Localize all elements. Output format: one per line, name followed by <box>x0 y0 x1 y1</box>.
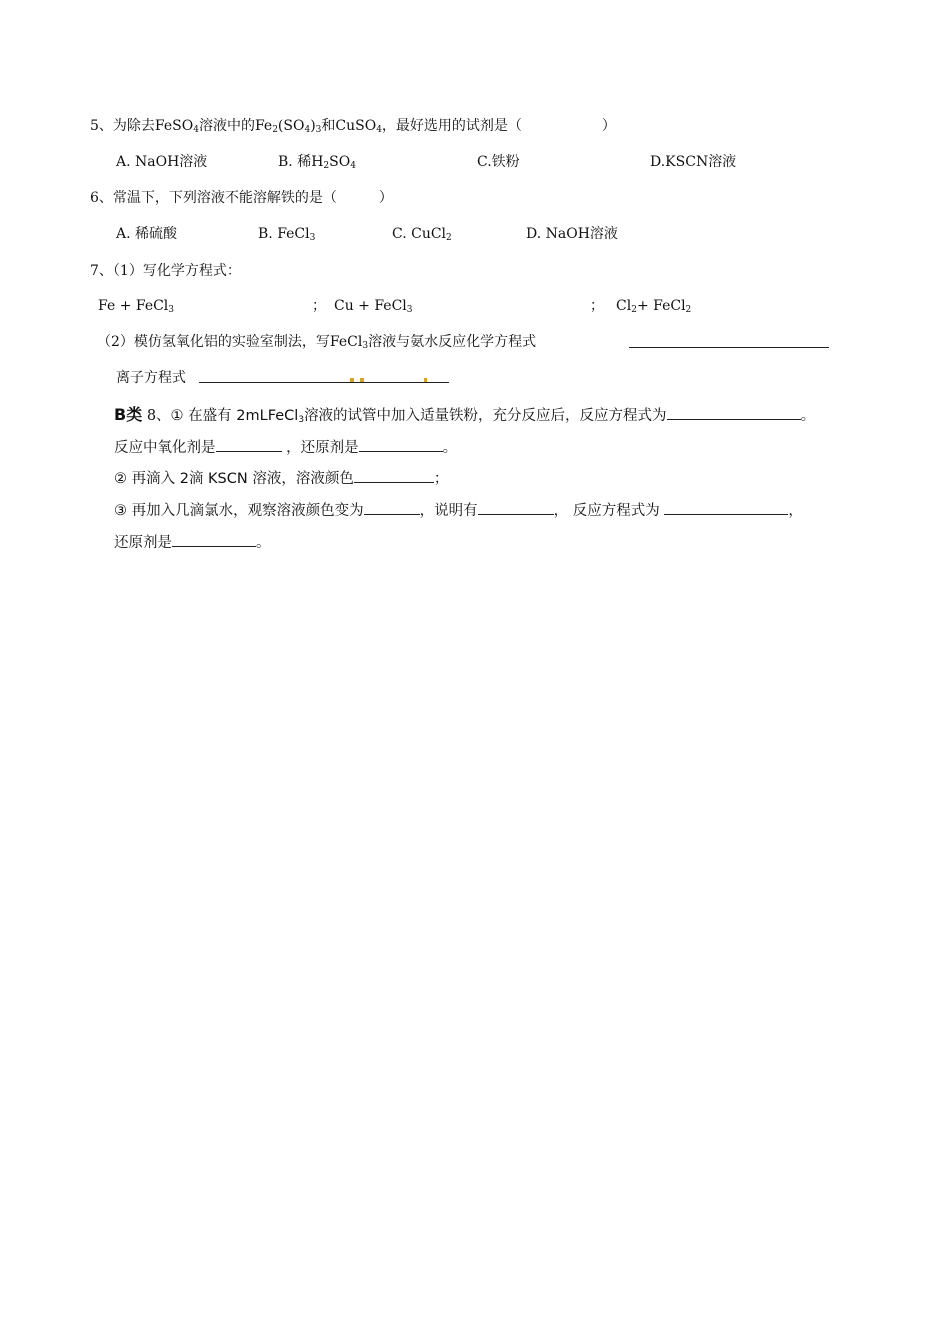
q7-ionic-label: 离子方程式 <box>116 370 186 386</box>
punctuation: 。 <box>256 535 271 551</box>
q6-option-a: A. 稀硫酸 <box>116 226 178 242</box>
q5-text: 和CuSO <box>321 118 377 134</box>
subscript: 3 <box>315 125 322 135</box>
q6-option-d: D. NaOH溶液 <box>526 226 618 242</box>
answer-blank-reaction-equation[interactable] <box>667 405 801 420</box>
q8-text: ， 反应方程式为 <box>553 503 660 519</box>
q7-equation-3 <box>616 297 691 315</box>
stray-mark <box>360 378 364 382</box>
q5-text: ) <box>310 118 316 134</box>
option-text: B. 稀H <box>278 154 324 170</box>
subscript: 4 <box>376 125 382 135</box>
subscript: 3 <box>309 233 316 243</box>
close-paren: ） <box>378 190 393 206</box>
option-text: B. FeCl <box>258 226 310 242</box>
answer-blank-reductant[interactable] <box>359 437 443 452</box>
equation-text: Fe + FeCl <box>98 298 169 314</box>
subscript: 2 <box>631 305 637 315</box>
q5-text: 5、为除去FeSO <box>90 118 194 134</box>
question-number: 8、 <box>146 408 171 424</box>
subscript: 4 <box>350 161 356 171</box>
subscript: 4 <box>193 125 199 135</box>
q7-equation-1 <box>98 297 174 315</box>
q7-title: 7、（1）写化学方程式： <box>90 263 241 279</box>
q5-option-a: A. NaOH溶液 <box>116 154 208 170</box>
q8-text: 反应中氧化剂是 <box>114 440 216 456</box>
separator: ； <box>312 298 326 314</box>
q5-option-b <box>278 153 356 171</box>
subscript: 3 <box>406 305 413 315</box>
punctuation: 。 <box>442 440 458 456</box>
answer-blank-chemical-equation[interactable] <box>629 333 829 348</box>
answer-blank-ionic-equation[interactable] <box>199 368 449 383</box>
equation-text: + FeCl <box>636 298 686 314</box>
q6-option-b <box>258 225 315 243</box>
option-text: SO <box>329 154 351 170</box>
punctuation: ， <box>788 503 803 519</box>
subscript: 4 <box>304 125 311 135</box>
q5-text: (SO <box>277 118 305 134</box>
q8-text: 还原剂是 <box>114 535 172 551</box>
q5-text: ，最好选用的试剂是（ <box>381 118 522 134</box>
q8-line-4 <box>114 500 803 520</box>
subscript: 3 <box>362 341 369 351</box>
stray-mark <box>424 378 427 382</box>
category-label: B类 <box>114 405 143 424</box>
answer-blank-reductant-2[interactable] <box>172 532 256 547</box>
close-paren: ） <box>601 118 616 134</box>
answer-blank-reaction-equation-2[interactable] <box>664 500 788 515</box>
answer-blank-indicates[interactable] <box>478 500 554 515</box>
q8-line-1 <box>114 405 815 425</box>
q8-line-2 <box>114 437 457 457</box>
q5-option-c: C.铁粉 <box>477 154 520 170</box>
q6-text: 6、常温下，下列溶液不能溶解铁的是（ <box>90 190 337 206</box>
subscript: 2 <box>323 161 330 171</box>
equation-text: Cu + FeCl <box>334 298 407 314</box>
q8-text: ，还原剂是 <box>286 440 359 456</box>
answer-blank-new-color[interactable] <box>364 500 420 515</box>
q7-text: （2）模仿氢氧化铝的实验室制法，写FeCl <box>97 334 363 350</box>
q5-text: 溶液中的Fe <box>198 118 273 134</box>
q8-text: ③ 再加入几滴氯水，观察溶液颜色变为 <box>114 503 364 519</box>
subscript: 3 <box>168 305 175 315</box>
punctuation: 。 <box>800 408 816 424</box>
answer-blank-color[interactable] <box>354 468 434 483</box>
q6-stem <box>90 189 393 207</box>
q5-stem <box>90 117 616 135</box>
q8-text: ① 在盛有 2mLFeCl <box>170 408 299 424</box>
subscript: 3 <box>298 415 305 425</box>
subscript: 2 <box>272 125 278 135</box>
q8-line-3 <box>114 468 448 488</box>
option-text: C. CuCl <box>392 226 447 242</box>
q7-equation-2 <box>334 297 413 315</box>
q7-text: 溶液与氨水反应化学方程式 <box>368 334 537 350</box>
q8-line-5 <box>114 532 271 552</box>
punctuation: ； <box>433 471 449 487</box>
subscript: 2 <box>685 305 692 315</box>
q6-option-c <box>392 225 452 243</box>
q8-text: ② 再滴入 2滴 KSCN 溶液，溶液颜色 <box>114 471 354 487</box>
stray-mark <box>350 378 354 382</box>
q5-option-d: D.KSCN溶液 <box>650 154 737 170</box>
equation-text: Cl <box>616 298 632 314</box>
subscript: 2 <box>446 233 452 243</box>
separator: ； <box>590 298 604 314</box>
q7-part2 <box>97 333 536 351</box>
q8-text: ，说明有 <box>419 503 478 519</box>
q8-text: 溶液的试管中加入适量铁粉，充分反应后，反应方程式为 <box>304 408 667 424</box>
answer-blank-oxidant[interactable] <box>216 437 282 452</box>
